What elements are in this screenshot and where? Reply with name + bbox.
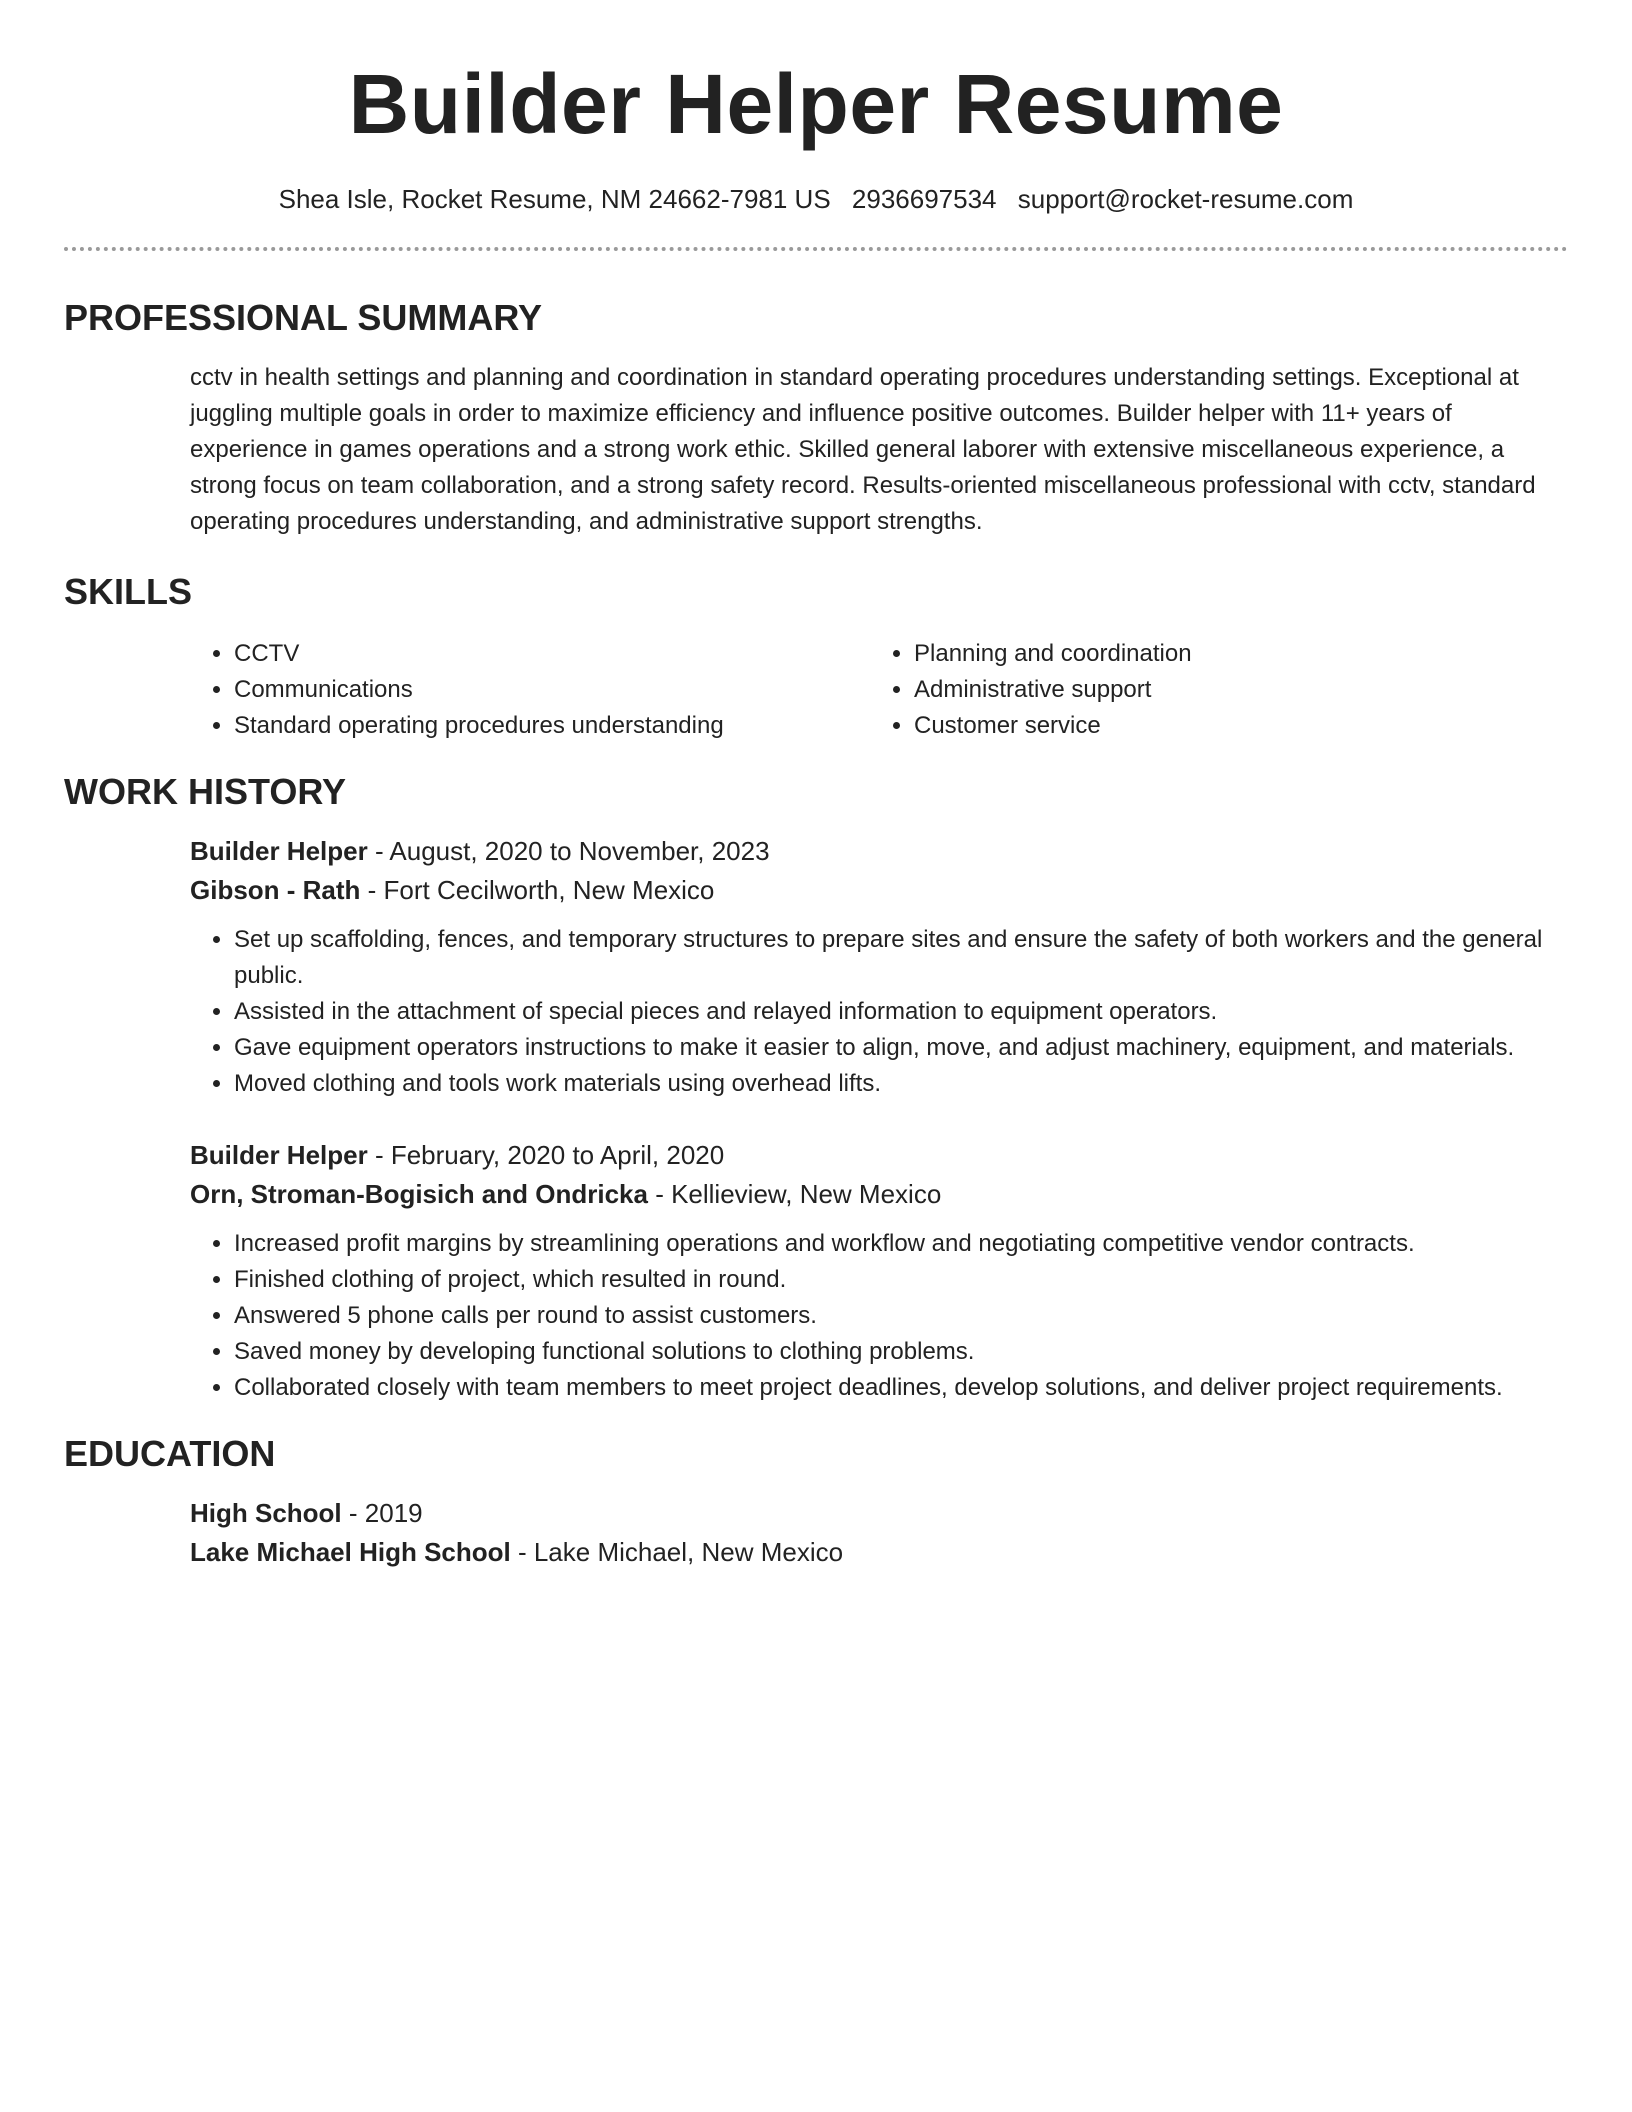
education-degree-line bbox=[190, 1494, 1568, 1533]
skills-column-right bbox=[870, 636, 1510, 744]
job-company: Gibson - Rath bbox=[190, 875, 361, 905]
resume-page bbox=[64, 0, 1568, 1572]
education-degree: High School bbox=[190, 1498, 342, 1528]
skills-heading: SKILLS bbox=[64, 571, 193, 612]
job-role: Builder Helper bbox=[190, 836, 368, 866]
job-duties bbox=[190, 922, 1568, 1102]
job-role-line bbox=[190, 1136, 1568, 1175]
job-company-line bbox=[190, 871, 1568, 910]
job-entry bbox=[190, 832, 1568, 1102]
job-dates: - February, 2020 to April, 2020 bbox=[367, 1140, 725, 1170]
education-location: - Lake Michael, New Mexico bbox=[510, 1537, 844, 1567]
skill-item: • Customer service bbox=[914, 708, 1510, 744]
summary-text: cctv in health settings and planning and coordination in standard operating procedures understanding settings. Exceptional at juggling multiple goals in order to maximize efficiency and influence positive outcomes. Builder helper with 11+ years of experience in games operations and a strong work ethic. Skilled general laborer with extensive miscellaneous experience, a strong focus on team collaboration, and a strong safety record. Results-oriented miscellaneous professional with cctv, standard operating procedures understanding, and administrative support strengths. bbox=[190, 364, 1536, 535]
job-duties bbox=[190, 1226, 1568, 1406]
job-location: - Kellieview, New Mexico bbox=[647, 1179, 942, 1209]
education-school: Lake Michael High School bbox=[190, 1537, 511, 1567]
skill-item: • Administrative support bbox=[914, 672, 1510, 708]
education-school-line bbox=[190, 1533, 1568, 1572]
education-heading: EDUCATION bbox=[64, 1433, 276, 1474]
skills-list bbox=[190, 636, 1568, 744]
contact-line bbox=[64, 182, 1568, 216]
job-location: - Fort Cecilworth, New Mexico bbox=[360, 875, 715, 905]
work-history-heading: WORK HISTORY bbox=[64, 771, 347, 812]
job-company: Orn, Stroman-Bogisich and Ondricka bbox=[190, 1179, 648, 1209]
skill-item: • Communications bbox=[234, 672, 870, 708]
job-role: Builder Helper bbox=[190, 1140, 368, 1170]
summary-heading: PROFESSIONAL SUMMARY bbox=[64, 297, 543, 338]
resume-title: Builder Helper Resume bbox=[348, 57, 1284, 151]
job-duty: • Gave equipment operators instructions to make it easier to align, move, and adjust machinery, equipment, and materials. bbox=[234, 1030, 1568, 1066]
job-duty: • Set up scaffolding, fences, and temporary structures to prepare sites and ensure the safety of both workers and the general public. bbox=[234, 922, 1568, 994]
job-duty: • Saved money by developing functional solutions to clothing problems. bbox=[234, 1334, 1568, 1370]
skill-item: • Planning and coordination bbox=[914, 636, 1510, 672]
skill-item: • CCTV bbox=[234, 636, 870, 672]
header-divider bbox=[64, 247, 1568, 251]
contact-phone: 2936697534 bbox=[851, 184, 997, 214]
job-duty: • Moved clothing and tools work materials using overhead lifts. bbox=[234, 1066, 1568, 1102]
job-duty: • Finished clothing of project, which resulted in round. bbox=[234, 1262, 1568, 1298]
job-role-line bbox=[190, 832, 1568, 871]
job-duty: • Answered 5 phone calls per round to assist customers. bbox=[234, 1298, 1568, 1334]
job-entry bbox=[190, 1136, 1568, 1406]
contact-address: Shea Isle, Rocket Resume, NM 24662-7981 US bbox=[278, 184, 831, 214]
job-dates: - August, 2020 to November, 2023 bbox=[367, 836, 770, 866]
job-company-line bbox=[190, 1175, 1568, 1214]
skill-item: • Standard operating procedures understanding bbox=[234, 708, 870, 744]
contact-email: support@rocket-resume.com bbox=[1017, 184, 1354, 214]
job-duty: • Increased profit margins by streamlining operations and workflow and negotiating competitive vendor contracts. bbox=[234, 1226, 1568, 1262]
job-duty: • Collaborated closely with team members to meet project deadlines, develop solutions, and deliver project requirements. bbox=[234, 1370, 1568, 1406]
education-year: - 2019 bbox=[341, 1498, 423, 1528]
education-entry bbox=[190, 1494, 1568, 1572]
job-duty: • Assisted in the attachment of special pieces and relayed information to equipment operators. bbox=[234, 994, 1568, 1030]
skills-column-left bbox=[190, 636, 870, 744]
